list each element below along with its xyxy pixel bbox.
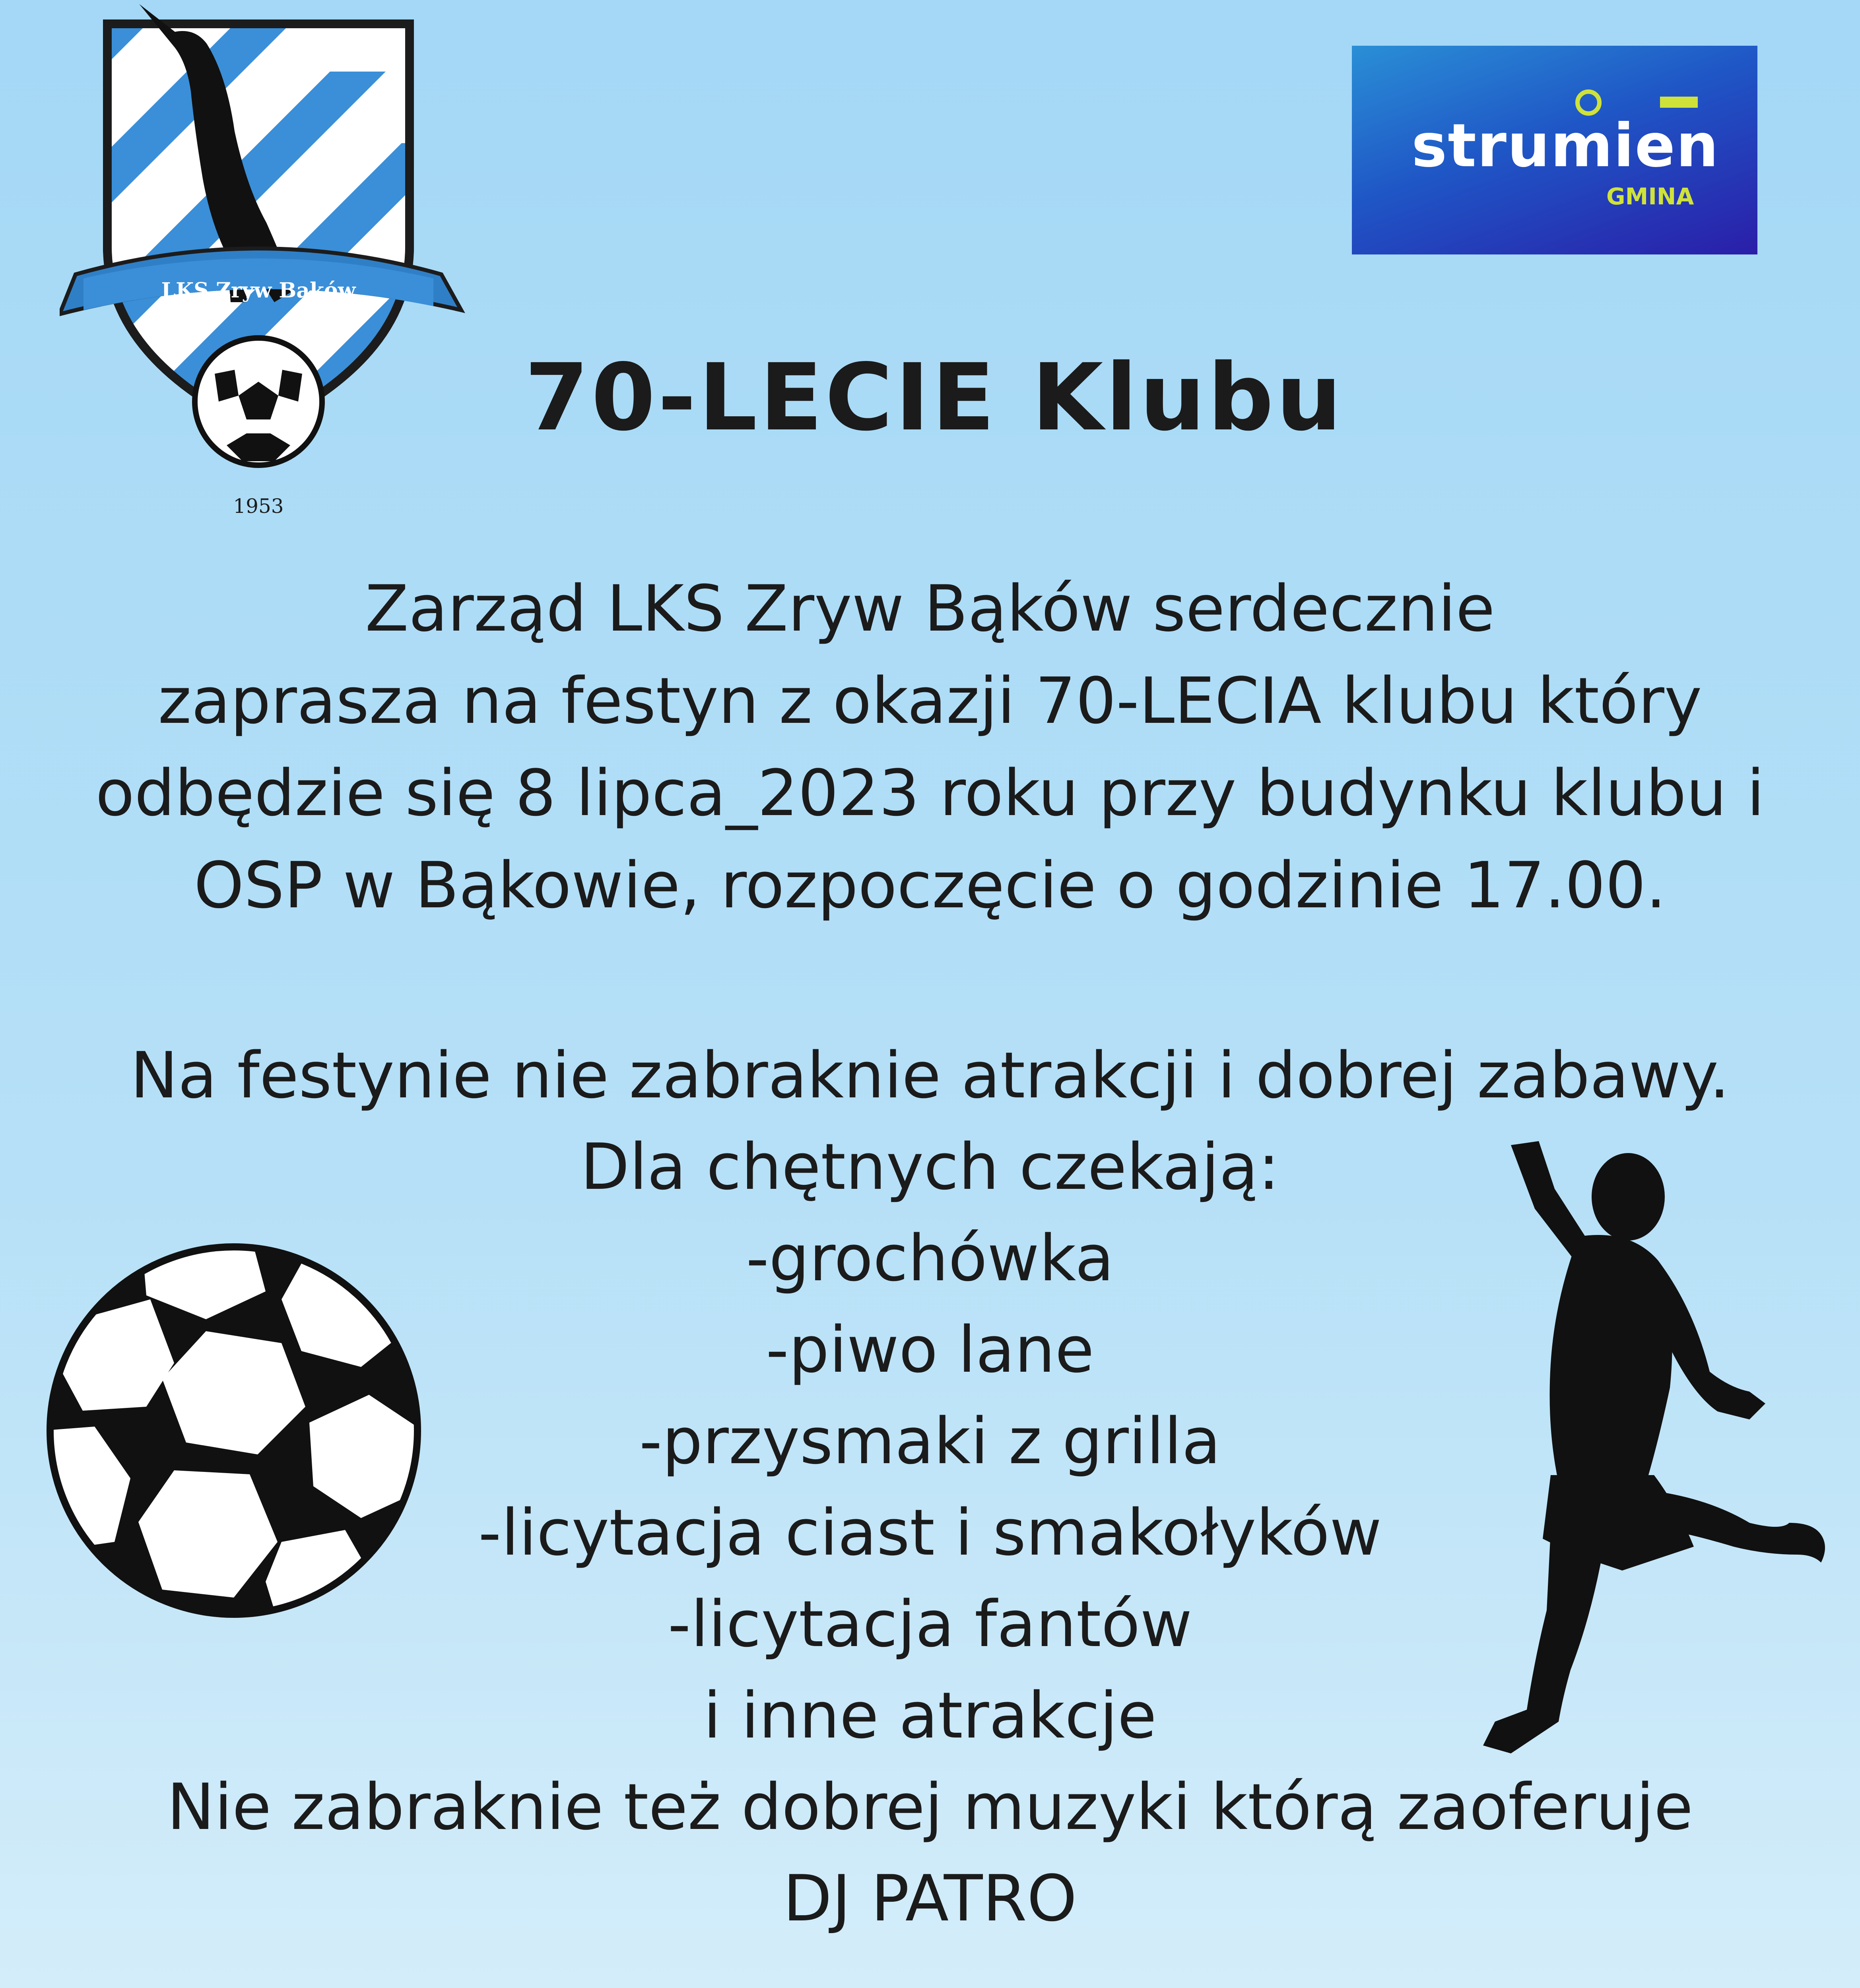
attractions-line: Dla chętnych czekają: [580,1130,1280,1204]
crest-banner-text: LKS Zryw Bąków [161,278,356,303]
attractions-line: i inne atrakcje [703,1678,1157,1753]
sponsor-logo [1352,46,1757,254]
sponsor-sub: GMINA [1606,183,1694,210]
crest-year: 1953 [233,495,284,518]
club-crest-icon [60,0,473,533]
intro-line: odbędzie się 8 lipca_2023 roku przy budynku klubu i [95,756,1765,830]
attractions-item: -piwo lane [766,1312,1094,1387]
soccer-player-silhouette-icon [1471,1141,1845,1753]
intro-line: OSP w Bąkowie, rozpoczęcie o godzinie 17.00. [194,848,1666,922]
intro-paragraph [16,563,1844,932]
intro-line: zaprasza na festyn z okazji 70-LECIA klubu który [158,664,1702,738]
sponsor-dash-icon [1660,97,1698,108]
attractions-line: DJ PATRO [783,1861,1077,1936]
poster-title: 70-LECIE Klubu [524,344,1344,451]
attractions-item: -grochówka [746,1221,1114,1295]
sponsor-name: strumien [1412,111,1719,181]
intro-line: Zarząd LKS Zryw Bąków serdecznie [365,571,1495,646]
attractions-item: -licytacja ciast i smakołyków [478,1495,1382,1570]
attractions-item: -licytacja fantów [668,1587,1192,1661]
attractions-line: Nie zabraknie też dobrej muzyki którą zaoferuje [167,1770,1693,1844]
soccer-ball-icon [43,1240,425,1621]
attractions-item: -przysmaki z grilla [639,1404,1221,1478]
attractions-line: Na festynie nie zabraknie atrakcji i dobrej zabawy. [130,1038,1730,1112]
